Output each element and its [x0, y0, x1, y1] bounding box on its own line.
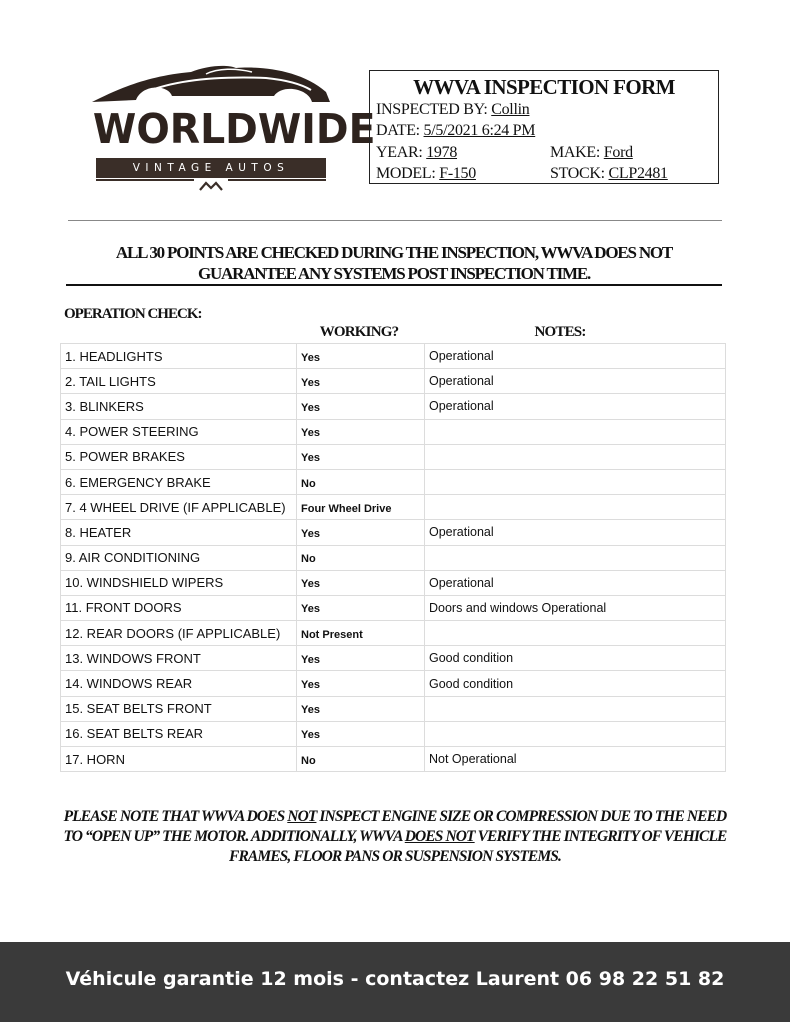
- disclaimer-part-3: VERIFY THE INTEGRITY OF VEHICLE FRAMES, FLOOR PANS OR SUSPENSION SYSTEMS.: [229, 828, 727, 865]
- operation-check-title: OPERATION CHECK:: [64, 306, 202, 322]
- table-row: [61, 721, 726, 746]
- car-silhouette-icon: [86, 62, 336, 106]
- working-status: Yes: [297, 419, 425, 444]
- working-status: Yes: [297, 671, 425, 696]
- table-row: [61, 621, 726, 646]
- table-row: [61, 469, 726, 494]
- check-item: 9. AIR CONDITIONING: [61, 545, 297, 570]
- inspection-notice: ALL 30 POINTS ARE CHECKED DURING THE INSPECTION, WWVA DOES NOT GUARANTEE ANY SYSTEMS POST INSPECTION TIME.: [115, 243, 673, 283]
- working-status: Yes: [297, 570, 425, 595]
- make-label: MAKE:: [550, 144, 601, 161]
- working-status: No: [297, 545, 425, 570]
- model-row: [376, 164, 476, 184]
- check-notes: [425, 469, 726, 494]
- check-item: 12. REAR DOORS (IF APPLICABLE): [61, 621, 297, 646]
- working-status: No: [297, 747, 425, 772]
- table-row: [61, 344, 726, 369]
- table-row: [61, 444, 726, 469]
- check-notes: [425, 696, 726, 721]
- model-label: MODEL:: [376, 165, 436, 182]
- disclaimer-emphasis-does-not: DOES NOT: [404, 828, 475, 845]
- logo-divider-left: [96, 179, 194, 181]
- footer-contact-text: Véhicule garantie 12 mois - contactez Laurent 06 98 22 51 82: [65, 968, 725, 990]
- notes-column-header: NOTES:: [534, 324, 586, 340]
- date-value: 5/5/2021 6:24 PM: [423, 122, 536, 139]
- check-notes: [425, 419, 726, 444]
- check-item: 3. BLINKERS: [61, 394, 297, 419]
- check-notes: [425, 444, 726, 469]
- table-row: [61, 545, 726, 570]
- disclaimer-emphasis-not: NOT: [287, 808, 317, 825]
- check-notes: Doors and windows Operational: [425, 595, 726, 620]
- check-item: 4. POWER STEERING: [61, 419, 297, 444]
- year-label: YEAR:: [376, 144, 423, 161]
- model-value: F-150: [439, 165, 476, 182]
- working-status: Yes: [297, 369, 425, 394]
- stock-row: [550, 164, 668, 184]
- table-row: [61, 520, 726, 545]
- check-notes: Operational: [425, 369, 726, 394]
- table-row: [61, 495, 726, 520]
- inspected-by-value: Collin: [491, 101, 530, 118]
- working-status: Four Wheel Drive: [297, 495, 425, 520]
- check-item: 15. SEAT BELTS FRONT: [61, 696, 297, 721]
- check-notes: [425, 721, 726, 746]
- working-status: Yes: [297, 646, 425, 671]
- check-item: 8. HEATER: [61, 520, 297, 545]
- working-status: Yes: [297, 394, 425, 419]
- check-item: 6. EMERGENCY BRAKE: [61, 469, 297, 494]
- working-status: No: [297, 469, 425, 494]
- table-row: [61, 394, 726, 419]
- year-row: [376, 143, 457, 163]
- check-item: 1. HEADLIGHTS: [61, 344, 297, 369]
- check-item: 5. POWER BRAKES: [61, 444, 297, 469]
- date-label: DATE:: [376, 122, 420, 139]
- working-column-header: WORKING?: [319, 324, 399, 340]
- logo-divider-right: [228, 179, 326, 181]
- table-row: [61, 595, 726, 620]
- check-notes: Operational: [425, 520, 726, 545]
- check-notes: [425, 621, 726, 646]
- working-status: Yes: [297, 344, 425, 369]
- table-row: [61, 646, 726, 671]
- check-notes: Operational: [425, 344, 726, 369]
- working-status: Yes: [297, 696, 425, 721]
- check-notes: Operational: [425, 394, 726, 419]
- date-row: [376, 121, 535, 141]
- check-item: 16. SEAT BELTS REAR: [61, 721, 297, 746]
- working-status: Not Present: [297, 621, 425, 646]
- working-status: Yes: [297, 444, 425, 469]
- working-status: Yes: [297, 520, 425, 545]
- table-row: [61, 419, 726, 444]
- table-row: [61, 369, 726, 394]
- logo-brand-text: WORLDWIDE: [92, 105, 376, 153]
- year-value: 1978: [426, 144, 458, 161]
- make-value: Ford: [603, 144, 633, 161]
- table-row: [61, 747, 726, 772]
- working-status: Yes: [297, 721, 425, 746]
- notice-underline: [66, 284, 722, 286]
- inspected-by-label: INSPECTED BY:: [376, 101, 488, 118]
- inspection-header-box: [369, 70, 719, 184]
- check-item: 11. FRONT DOORS: [61, 595, 297, 620]
- check-item: 17. HORN: [61, 747, 297, 772]
- check-notes: [425, 495, 726, 520]
- make-row: [550, 143, 633, 163]
- disclaimer-text: [62, 807, 728, 867]
- check-item: 14. WINDOWS REAR: [61, 671, 297, 696]
- check-notes: Good condition: [425, 671, 726, 696]
- check-notes: [425, 545, 726, 570]
- disclaimer-part-1: PLEASE NOTE THAT WWVA DOES: [63, 808, 288, 825]
- check-item: 13. WINDOWS FRONT: [61, 646, 297, 671]
- header-divider: [68, 220, 722, 221]
- check-notes: Good condition: [425, 646, 726, 671]
- worldwide-logo: [86, 62, 376, 194]
- operation-check-table: [60, 343, 726, 772]
- inspected-by-row: [376, 100, 529, 120]
- check-notes: Not Operational: [425, 747, 726, 772]
- check-notes: Operational: [425, 570, 726, 595]
- stock-value: CLP2481: [608, 165, 668, 182]
- stock-label: STOCK:: [550, 165, 605, 182]
- form-title: WWVA INSPECTION FORM: [413, 75, 675, 99]
- check-item: 10. WINDSHIELD WIPERS: [61, 570, 297, 595]
- check-item: 2. TAIL LIGHTS: [61, 369, 297, 394]
- working-status: Yes: [297, 595, 425, 620]
- table-row: [61, 570, 726, 595]
- table-row: [61, 671, 726, 696]
- footer-banner: [0, 942, 790, 1022]
- logo-tagline: VINTAGE AUTOS: [96, 158, 326, 178]
- check-item: 7. 4 WHEEL DRIVE (IF APPLICABLE): [61, 495, 297, 520]
- disclaimer-part-2: INSPECT ENGINE SIZE OR COMPRESSION DUE TO THE NEED TO “OPEN UP” THE MOTOR. ADDITIONALLY, WWVA: [63, 808, 727, 845]
- logo-chevron-icon: [198, 180, 224, 192]
- table-row: [61, 696, 726, 721]
